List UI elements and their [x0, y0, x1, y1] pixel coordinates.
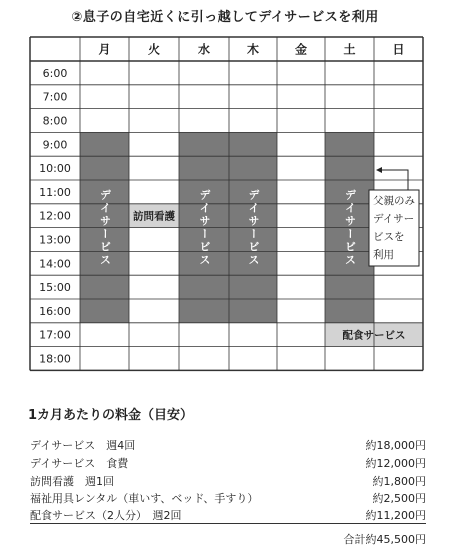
- fee-row: [30, 507, 426, 527]
- fees-title: 1カ月あたりの料金（目安）: [28, 408, 194, 423]
- callout-arrow-head: [376, 167, 382, 173]
- fee-amount: 約11,200円: [365, 509, 426, 522]
- time-label: 6:00: [42, 66, 68, 80]
- schedule-block-label: 訪問看護: [133, 210, 175, 223]
- callout-text: デイサー: [373, 213, 415, 225]
- fee-amount: 約12,000円: [365, 457, 426, 470]
- time-label: 14:00: [39, 257, 71, 271]
- time-label: 12:00: [39, 209, 71, 223]
- day-header: 火: [147, 42, 161, 57]
- fee-label: デイサービス 週4回: [30, 439, 136, 452]
- callout-text: ビスを: [373, 231, 405, 243]
- time-label: 11:00: [39, 185, 71, 199]
- fee-amount: 約1,800円: [372, 475, 426, 488]
- fee-label: 訪問看護 週1回: [30, 475, 114, 488]
- fee-row: [30, 437, 426, 457]
- fees-total: 合計約45,500円: [343, 533, 426, 546]
- time-label: 18:00: [39, 352, 71, 366]
- time-label: 9:00: [42, 138, 68, 152]
- time-label: 13:00: [39, 233, 71, 247]
- fee-amount: 約2,500円: [372, 492, 426, 505]
- time-label: 16:00: [39, 304, 71, 318]
- fee-amount: 約18,000円: [365, 439, 426, 452]
- callout-text: 利用: [373, 249, 394, 261]
- day-header: 土: [343, 42, 356, 57]
- schedule-block-label: デイサービス: [343, 188, 357, 267]
- day-header: 日: [392, 42, 405, 57]
- day-header: 金: [294, 42, 308, 57]
- time-label: 8:00: [42, 114, 68, 128]
- time-label: 15:00: [39, 281, 71, 295]
- total-divider: [30, 523, 426, 524]
- time-label: 7:00: [42, 90, 68, 104]
- fee-label: デイサービス 食費: [30, 457, 129, 470]
- callout-text: 父親のみ: [373, 195, 415, 207]
- page-title: ②息子の自宅近くに引っ越してデイサービスを利用: [71, 10, 379, 25]
- fee-label: 配食サービス（2人分） 週2回: [30, 509, 182, 522]
- fee-row: [30, 455, 426, 475]
- time-label: 17:00: [39, 328, 71, 342]
- schedule-block-label: デイサービス: [247, 188, 260, 267]
- day-header: 月: [98, 42, 111, 57]
- time-label: 10:00: [39, 162, 71, 176]
- day-header: 水: [197, 42, 211, 57]
- day-header: 木: [246, 42, 260, 57]
- schedule-block-label: デイサービス: [98, 188, 112, 267]
- fee-label: 福祉用具レンタル（車いす、ベッド、手すり）: [30, 492, 259, 505]
- schedule-block-label: 配食サービス: [342, 329, 406, 342]
- schedule-block-label: デイサービス: [198, 188, 211, 267]
